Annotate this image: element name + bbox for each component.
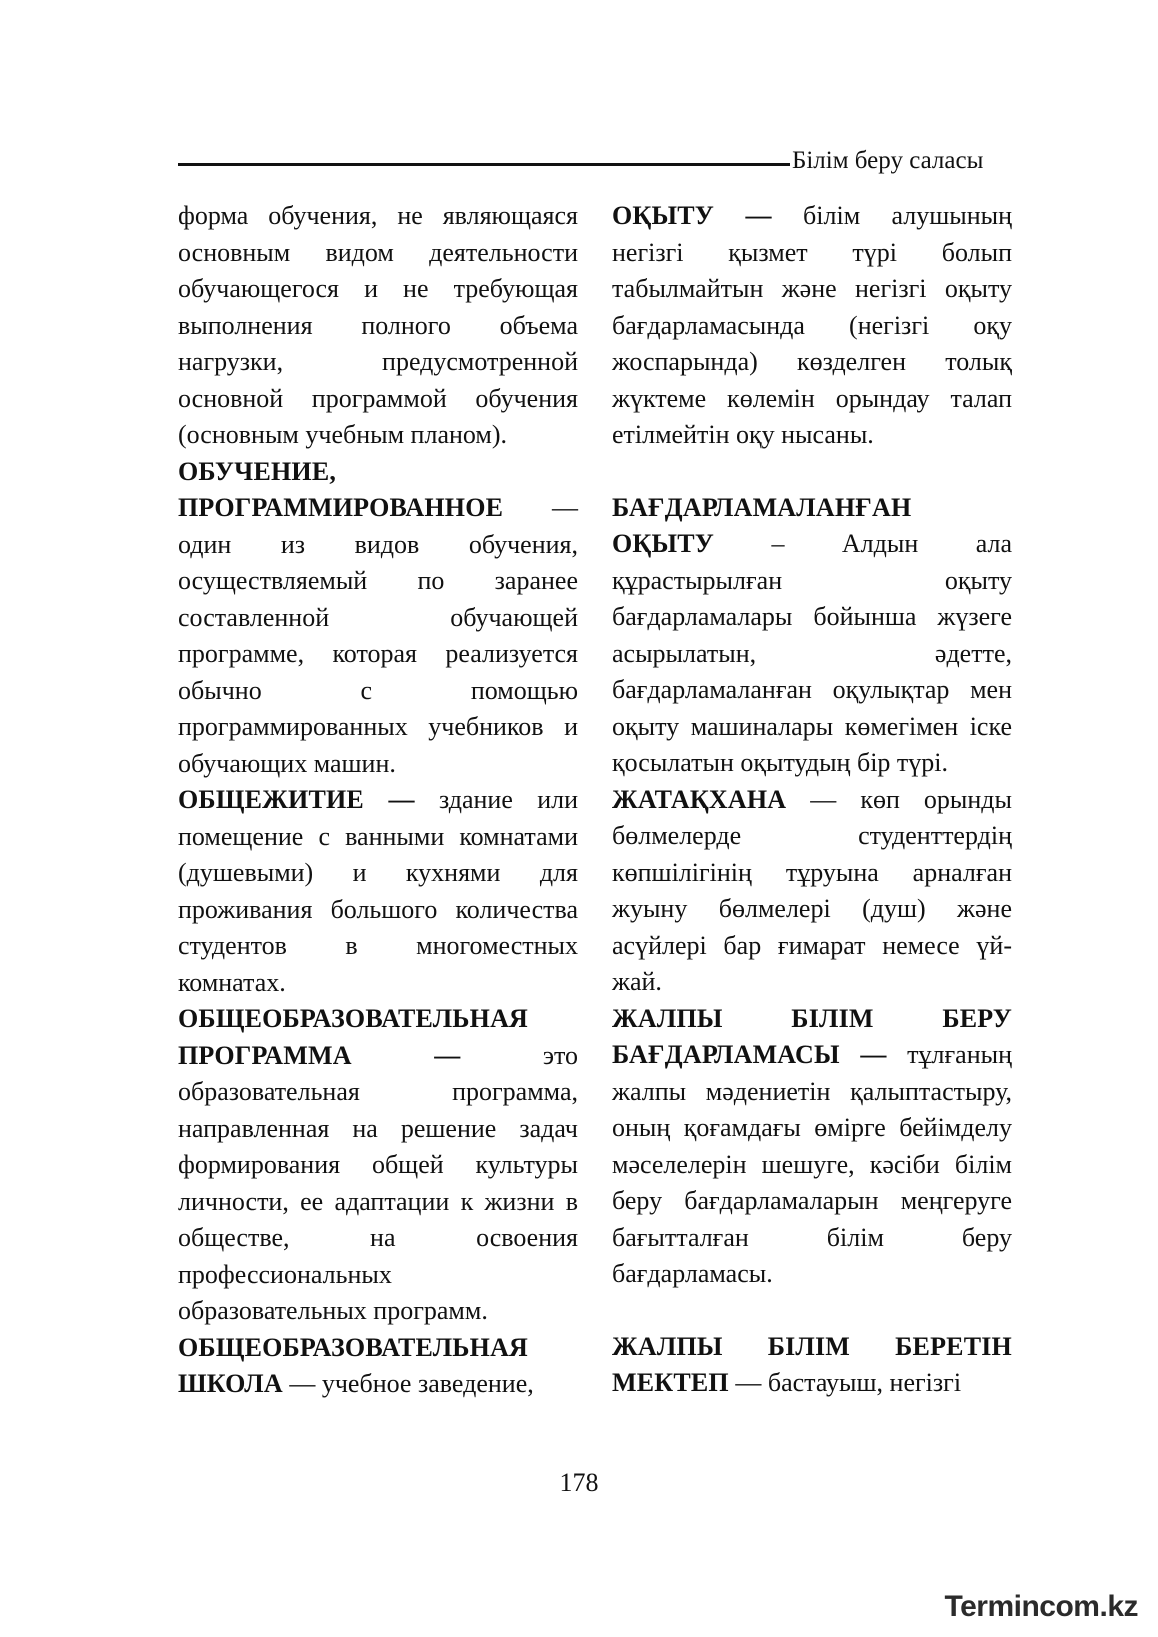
entry-term: ОБЩЕЖИТИЕ — (178, 785, 415, 814)
entry-text: — учебное заведение, (282, 1369, 534, 1398)
entry-text: білім алушының негізгі қызмет түрі болып табылмайтын және негізгі оқыту бағдарламасында (негізгі оқу жоспарында) көзделген толық жүктеме көлемін орындау талап етілмейтін оқу нысаны. (612, 201, 1012, 449)
entry-text: — көп орынды бөлмелерде студенттердің көпшілігінің тұруына арналған жуыну бөлмелері (душ) және асүйлері бар ғимарат немесе үй-жай. (612, 784, 1012, 996)
entry-term: БАҒДАРЛАМАЛАНҒАН ОҚЫТУ (612, 492, 912, 558)
entry-term: ОБЩЕОБРАЗОВАТЕЛЬНАЯ ПРОГРАММА — (178, 1004, 529, 1070)
entry-term: ОБЩЕОБРАЗОВАТЕЛЬНАЯ ШКОЛА (178, 1332, 529, 1398)
entry-bagdarlamalangan-oqytu (612, 490, 1012, 782)
entry-term: ЖАЛПЫ БІЛІМ БЕРЕТІН МЕКТЕП (612, 1331, 1012, 1397)
entry-zhalpy-bilim-beretin-mektep (612, 1329, 1012, 1402)
entry-obshcheobrazovatelnaya-shkola (178, 1330, 578, 1403)
entry-text: — один из видов обучения, осуществляемый по заранее составленной обучающей программе, которая реализуется обычно с помощью программированных учебников и обучающих машин. (178, 493, 578, 778)
running-title: Білім беру саласы (792, 147, 984, 174)
header-rule (178, 163, 790, 166)
entry-text: — бастауыш, негізгі (728, 1368, 962, 1397)
watermark-logo: Termincom.kz (944, 1590, 1138, 1623)
entry-text: тұлғаның жалпы мәдениетін қалыптастыру, оның қоғамдағы өмірге бейімделу мәселелерін шешуге, кәсіби білім беру бағдарламаларын меңгеруге бағытталған білім беру бағдарламасы. (612, 1040, 1012, 1288)
entry-continuation (178, 198, 578, 454)
entry-zhalpy-bilim-beru-bagdarlamasy (612, 1001, 1012, 1293)
entry-zhataqhana (612, 782, 1012, 1001)
entry-term: ЖАЛПЫ БІЛІМ БЕРУ БАҒДАРЛАМАСЫ — (612, 1003, 1012, 1069)
right-column (612, 198, 1012, 1402)
entry-text: – Алдын ала құрастырылған оқыту бағдарламалары бойынша жүзеге асырылатын, әдетте, бағдарламаланған оқулықтар мен оқыту машиналары көмегімен іске қосылатын оқытудың бір түрі. (612, 529, 1012, 777)
entry-obshchezhitie (178, 782, 578, 1001)
left-column (178, 198, 578, 1403)
page-number: 178 (559, 1468, 599, 1497)
entry-term: ЖАТАҚХАНА (612, 784, 787, 814)
entry-oqytu (612, 198, 1012, 454)
entry-obshcheobrazovatelnaya-programma (178, 1001, 578, 1330)
entry-obuchenie-programmirovannoe (178, 454, 578, 783)
entry-text: форма обучения, не являющаяся основным видом деятельности обучающегося и не требующая выполнения полного объема нагрузки, предусмотренной основной программой обучения (основным учебным планом). (178, 201, 578, 449)
entry-term: ОБУЧЕНИЕ, ПРОГРАММИРОВАННОЕ (178, 456, 504, 522)
entry-text: это образовательная программа, направленная на решение задач формирования общей культуры личности, ее адаптации к жизни в обществе, на освоения профессиональных образовательных программ. (178, 1040, 578, 1325)
entry-text: здание или помещение с ванными комнатами (душевыми) и кухнями для проживания большого количества студентов в многоместных комнатах. (178, 785, 578, 997)
entry-term: ОҚЫТУ — (612, 201, 772, 230)
